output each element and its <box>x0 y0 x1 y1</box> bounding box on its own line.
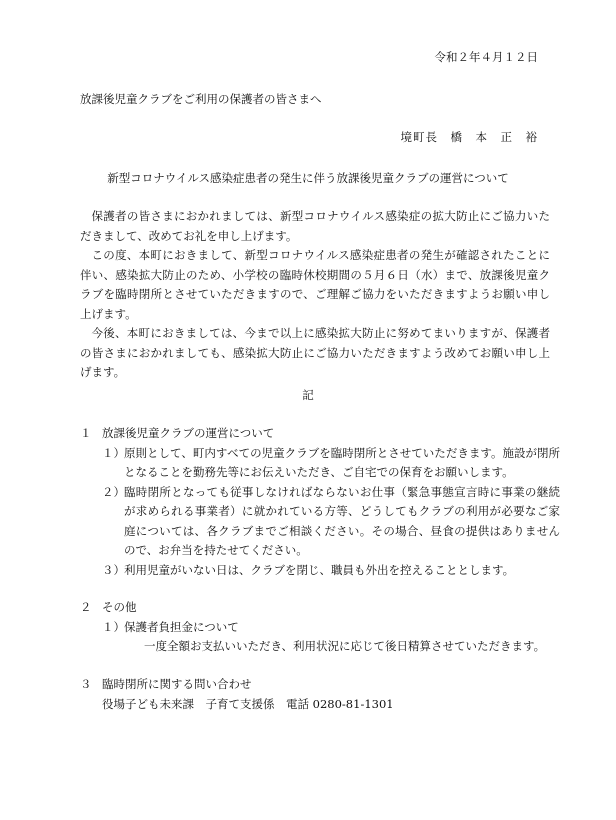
section-2-title: その他 <box>102 600 137 614</box>
section-1-item-2 <box>102 483 560 561</box>
section-1-number: １ <box>80 426 92 440</box>
item-number: １） <box>102 619 125 634</box>
section-1-item-3 <box>102 561 560 581</box>
item-text: 利用児童がいない日は、クラブを閉じ、職員も外出を控えることとします。 <box>124 562 515 577</box>
body-paragraph-1: 保護者の皆さまにおかれましては、新型コロナウイルス感染症の拡大防止にご協力いただきまして、改めてお礼を申し上げます。 <box>80 209 550 243</box>
item-number: １） <box>102 445 125 460</box>
section-3 <box>80 675 560 714</box>
body-paragraph-2: この度、本町におきまして、新型コロナウイルス感染症患者の発生が確認されたことに伴い、感染拡大防止のため、小学校の臨時休校期間の５月６日（水）まで、放課後児童クラブを臨時閉所とさせていただきますので、ご理解ご協力をいただきますようお願い申し上げます。 <box>80 248 550 321</box>
recipient-line: 放課後児童クラブをご利用の保護者の皆さまへ <box>80 92 322 106</box>
section-1 <box>80 424 560 580</box>
section-2-item-1 <box>102 618 560 638</box>
section-2-item-detail: 一度全額お支払いいただき、利用状況に応じて後日精算させていただきます。 <box>144 639 546 653</box>
section-2-number: ２ <box>80 600 92 614</box>
document-subject: 新型コロナウイルス感染症患者の発生に伴う放課後児童クラブの運営について <box>107 171 509 185</box>
section-3-heading <box>80 675 560 695</box>
item-number: ２） <box>102 484 125 499</box>
section-1-item-1 <box>102 444 560 483</box>
section-1-title: 放課後児童クラブの運営について <box>102 426 275 440</box>
section-3-title: 臨時閉所に関する問い合わせ <box>102 677 252 691</box>
item-text: 原則として、町内すべての児童クラブを臨時閉所とさせていただきます。施設が閉所となることを勤務先等にお伝えいただき、ご自宅での保育をお願いします。 <box>124 445 560 479</box>
document-date: 令和２年４月１２日 <box>434 50 538 64</box>
section-1-heading <box>80 424 560 444</box>
sender-line: 境町長 橋 本 正 裕 <box>400 130 538 144</box>
item-title: 保護者負担金について <box>124 619 239 634</box>
body-text <box>80 207 550 383</box>
section-2 <box>80 598 560 657</box>
item-number: ３） <box>102 562 125 577</box>
item-text: 臨時閉所となっても従事しなければならないお仕事（緊急事態宣言時に事業の継続が求められる事業者）に就かれている方等、どうしてもクラブの利用が必要なご家庭については、各クラブまでご相談ください。その場合、昼食の提供はありませんので、お弁当を持たせてください。 <box>124 484 560 557</box>
section-2-heading <box>80 598 560 618</box>
section-3-number: ３ <box>80 677 92 691</box>
body-paragraph-3: 今後、本町におきましては、今まで以上に感染拡大防止に努めてまいりますが、保護者の皆さまにおかれましても、感染拡大防止にご協力いただきますよう改めてお願い申し上げます。 <box>80 326 550 379</box>
contact-info: 役場子ども未来課 子育て支援係 電話 0280-81-1301 <box>102 696 394 711</box>
ki-heading: 記 <box>302 388 314 402</box>
